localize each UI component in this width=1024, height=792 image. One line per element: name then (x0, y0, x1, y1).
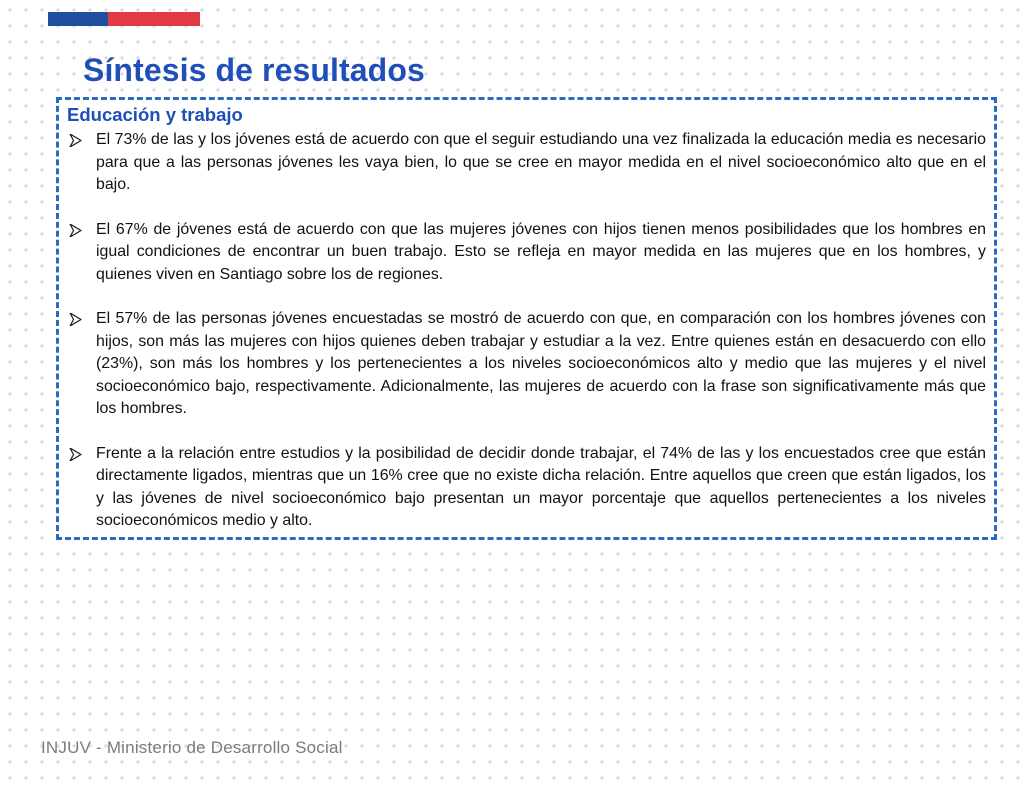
arrow-bullet-icon (69, 224, 82, 237)
bullet-item (67, 308, 986, 421)
bullet-item (67, 443, 986, 533)
flag-bar (48, 12, 200, 26)
bullet-text: El 73% de las y los jóvenes está de acuerdo con que el seguir estudiando una vez finalizada la educación media es necesario para que a las personas jóvenes les vaya bien, lo que se cree en mayor medida en el nivel socioeconómico alto que en el bajo. (96, 131, 986, 193)
bullet-item (67, 219, 986, 287)
content-box (56, 97, 997, 540)
flag-red-segment (108, 12, 200, 26)
arrow-bullet-icon (69, 448, 82, 461)
flag-blue-segment (48, 12, 108, 26)
arrow-bullet-icon (69, 313, 82, 326)
slide-title: Síntesis de resultados (83, 52, 425, 88)
bullet-text: Frente a la relación entre estudios y la posibilidad de decidir donde trabajar, el 74% de las y los encuestados cree que están directamente ligados, mientras que un 16% cree que no existe dicha relación. Entre aquellos que creen que están ligados, los y las jóvenes de nivel socioeconómico bajo presentan un mayor porcentaje que aquellos pertenecientes a los niveles socioeconómicos medio y alto. (96, 444, 986, 529)
arrow-bullet-icon (69, 134, 82, 147)
bullet-text: El 67% de jóvenes está de acuerdo con que las mujeres jóvenes con hijos tienen menos posibilidades que los hombres en igual condiciones de encontrar un buen trabajo. Esto se refleja en mayor medida en las mujeres que en los hombres, y quienes viven en Santiago sobre los de regiones. (96, 220, 986, 283)
section-title: Educación y trabajo (67, 104, 243, 125)
bullet-item (67, 129, 986, 197)
footer-text: INJUV - Ministerio de Desarrollo Social (41, 738, 343, 757)
bullet-text: El 57% de las personas jóvenes encuestadas se mostró de acuerdo con que, en comparación con los hombres jóvenes con hijos, son más las mujeres con hijos quienes deben trabajar y estudiar a la vez. Entre quienes están en desacuerdo con ello (23%), son más los hombres y los pertenecientes a los niveles socioeconómicos alto y medio que las mujeres y el nivel socioeconómico bajo, respectivamente. Adicionalmente, las mujeres de acuerdo con la frase son significativamente más que los hombres. (96, 310, 986, 417)
bullet-list (67, 129, 986, 533)
